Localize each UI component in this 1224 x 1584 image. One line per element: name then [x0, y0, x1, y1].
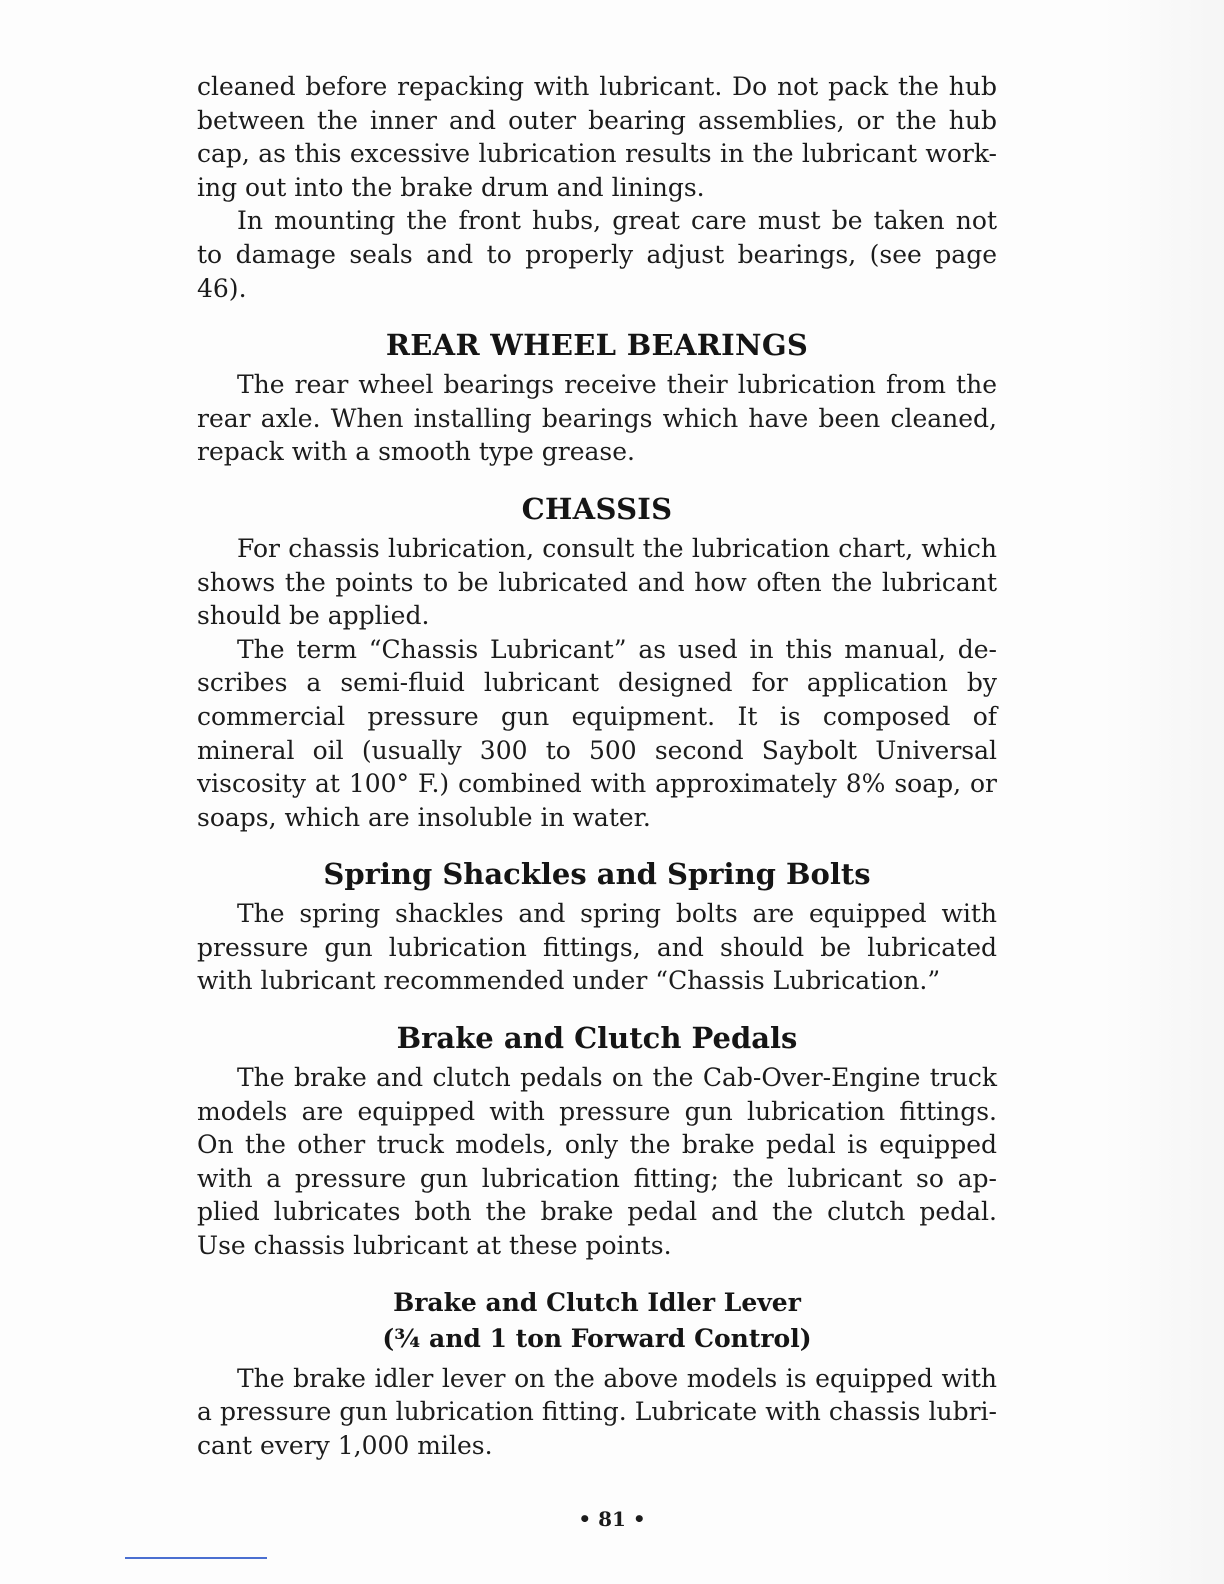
brake-clutch-pedals-paragraph: The brake and clutch pedals on the Cab-Over-Engine truck models are equipped with pressure gun lubrication fittings. On the other truck models, only the brake pedal is equipped with a pressure gun lubrication fitting; the lubricant so ap-plied lubricates both the brake pedal and the clutch pedal. Use chassis lubricant at these points.: [197, 1063, 997, 1261]
intro-paragraph-1: cleaned before repacking with lubricant. Do not pack the hub between the inner and outer bearing assemblies, or the hub cap, as this excessive lubrication results in the lubricant work-ing out into the brake drum and linings.: [197, 72, 997, 202]
section-heading-spring-shackles: Spring Shackles and Spring Bolts: [323, 857, 871, 892]
page-number: • 81 •: [578, 1507, 646, 1531]
footer-rule: [125, 1557, 267, 1559]
chassis-paragraph-1: For chassis lubrication, consult the lubrication chart, which shows the points to be lubricated and how often the lubricant should be applied.: [197, 533, 997, 631]
section-heading-rear-wheel-bearings: REAR WHEEL BEARINGS: [385, 328, 809, 363]
page-body: [197, 70, 997, 1462]
chassis-paragraph-2: The term “Chassis Lubricant” as used in this manual, de-scribes a semi-fluid lubricant designed for application by commercial pressure gun equipment. It is composed of mineral oil (usually 300 to 500 second Saybolt Universal viscosity at 100° F.) combined with approximately 8% soap, or soaps, which are insoluble in water.: [197, 634, 997, 832]
rear-wheel-bearings-paragraph: The rear wheel bearings receive their lubrication from the rear axle. When installing bearings which have been cleaned, repack with a smooth type grease.: [197, 370, 997, 467]
section-heading-idler-lever-line-2: (¾ and 1 ton Forward Control): [382, 1323, 812, 1353]
intro-paragraph-2: In mounting the front hubs, great care must be taken not to damage seals and to properly adjust bearings, (see page 46).: [197, 206, 997, 303]
section-heading-brake-clutch-pedals: Brake and Clutch Pedals: [396, 1021, 798, 1056]
section-heading-idler-lever-line-1: Brake and Clutch Idler Lever: [393, 1287, 801, 1317]
idler-lever-paragraph: The brake idler lever on the above models is equipped with a pressure gun lubrication fitting. Lubricate with chassis lubri-cant every 1,000 miles.: [197, 1363, 997, 1460]
spring-shackles-paragraph: The spring shackles and spring bolts are equipped with pressure gun lubrication fittings, and should be lubricated with lubricant recommended under “Chassis Lubrication.”: [197, 899, 997, 996]
section-heading-chassis: CHASSIS: [521, 491, 673, 526]
